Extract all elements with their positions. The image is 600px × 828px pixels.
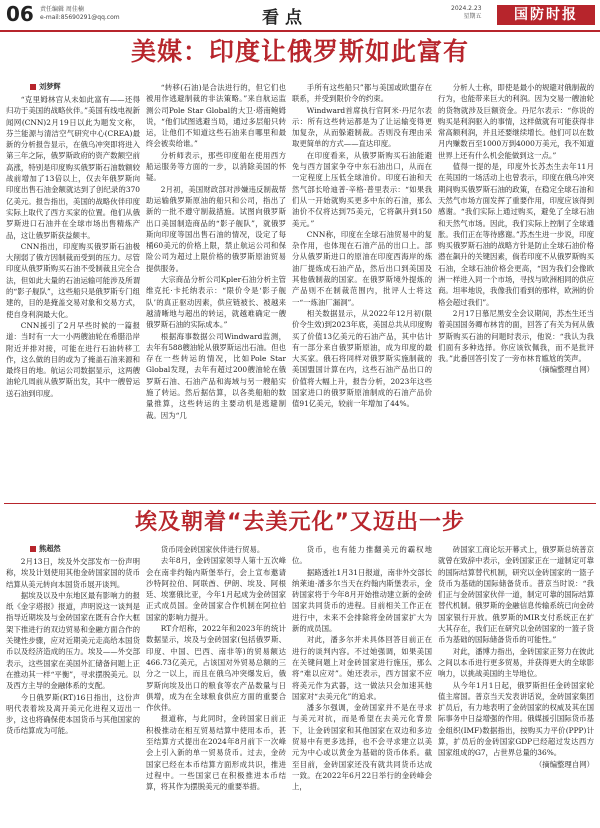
article2-author: 熊超然 (39, 544, 61, 553)
article1-column-1 (6, 94, 140, 500)
newspaper-logo: 国防时报 (497, 5, 595, 25)
section-title: 看点 (262, 8, 308, 28)
paragraph: 手所有这些船只”都与美国或欧盟存在联系，并受到限价令的约束。 (292, 83, 432, 104)
issue-date (451, 5, 482, 21)
article1-column-2 (146, 82, 286, 500)
paragraph: 大宗商品分析公司Kpler石油分析主管维克托·卡托纳表示：“限价令是‘影子舰队’的真正驱动因素，供应链被长、被越来越清晰地与超出的转运，就越难确定一艘俄罗斯石油的实际成本。” (146, 275, 286, 330)
editor-info (40, 6, 120, 22)
page-number: 06 (6, 2, 34, 26)
editor-email: e-mail:85690291@qq.com (40, 14, 120, 21)
article2-byline (30, 544, 61, 554)
paragraph: 对此，潘博力指出，金砖国家正努力在彼此之间以本币进行更多贸易，并获得更大的全球影响力，以挑战美国的主导地位。 (438, 646, 594, 679)
date-text: 2024.2.23 (451, 5, 482, 12)
article2-headline: 埃及朝着“去美元化”又迈出一步 (135, 510, 465, 535)
paragraph: CNN称，印度在全球石油贸易中的复杂作用，也体现在石油产品的出口上。部分从俄罗斯进口的原油在印度西海岸的炼油厂提炼成石油产品，然后出口到美国及其他俄制裁的国家。在俄罗斯境外提炼的产品则不在制裁范围内，批评人士将这一“一炼油厂漏洞”。 (292, 229, 432, 307)
article1-column-3 (292, 82, 432, 500)
paragraph: 据埃及以及中东地区最有影响力的报纸《金字塔报》报道，声明说这一谈判是指导近期埃及与金砖国家在既有合作大框架下推进行的双边贸易和金融方面合作的关键性步骤，应对近期美元走高给本国货币以及经济造成的压力。埃及——外交部表示，这些国家在美国外汇储备问题上正在推动其一样“平衡”，寻求摆脱美元。以及西方主导的金融体系的支配。 (6, 590, 140, 691)
paragraph: RT介绍称，2022年和2023年的统计数据显示，埃及与金砖国家(包括俄罗斯、印度、中国、巴西、南非等)的贸易额达466.73亿美元，占该国对外贸易总额的三分之一以上，而且在俄乌冲突爆发后，俄罗斯向埃及出口的粮食等农产品数量与日俱增，成为在全球粮食供应方面的重要合作伙伴。 (146, 624, 286, 713)
paragraph: 据路透社1月31日报道，南非外交部长纳莱迪·潘多尔当天在约翰内斯堡表示，金砖国家将于今年8月开始推动建立新的金砖国家共同货币的进程。目前相关工作正在进行中，未来不会排除将金砖国家扩大为新的成员国。 (292, 567, 432, 634)
paragraph: 从今年1月1日起，俄罗斯担任金砖国家轮值主席国。普京当天发表讲话说，金砖国家集团扩员后，有力地表明了金砖国家的权威及其在国际事务中日益增强的作用。俄媒援引国际货币基金组织(IMF)数据指出，按购买力平价(PPP)计算，扩员后的金砖国家GDP已经超过发达西方国家组成的G7，占世界总量的36%。 (438, 680, 594, 758)
paragraph: 报道称，与此同时，金砖国家日前正积极推动在相互贸易结算中使用本币，甚至结算方式提出在2024年8月前下一次峰会上引入新的单一贸易货币。过去，金砖国家已经在本币结算方面形成共识，推进过程中。一些国家已在积极推进本币结算，将其作为摆脱美元的重要举措。 (146, 714, 286, 792)
paragraph: 根据海事数据公司Windward监测，去年有588艘油轮从俄罗斯运出石油。但也存在一些转运的情况，比如Pole Star Global发现，去年有超过200艘油轮在俄罗斯石油、石油产品和海域与另一艘船实施了转运。然后据估算，以各类船舶的数量推算，这些转运的主要动机是逃避制裁。因为“几 (146, 331, 286, 420)
paragraph: 货币，也有能力推翻美元的霸权地位。 (292, 545, 432, 566)
article1-column-4 (438, 82, 594, 500)
byline-marker-icon (30, 84, 36, 90)
article1-source-note: （摘编整理自网） (534, 365, 594, 375)
paragraph: 2月17日慕尼黑安全会议期间，苏杰生还当着美国国务卿布林肯的面，回答了有关为何从俄罗斯购买石油的问题时表示，他说：“我认为我们面有多种选择。你应该钦佩我，而不是批评我。”此番回答引发了一旁布林肯尴尬的笑声。 (438, 308, 594, 364)
article1-author: 刘梦辉 (39, 82, 61, 91)
weekday-text: 星期五 (463, 13, 482, 20)
paragraph: 值得一提的是，印度外长苏杰生去年11月在英国的一场活动上也曾表示，印度在俄乌冲突期间购买俄罗斯石油的政策，在稳定全球石油和天然气市场方面发挥了重要作用，印度应该得到感谢。“我们实际上通过购买，避免了全球石油和天然气市场。因此，我们实际上控制了全球通胀。我们正在等待感谢。”苏杰生进一步说，印度购买俄罗斯石油的战略方针是防止全球石油价格潜在飙升的关键因素，倘若印度不从俄罗斯购买石油，全球石油价格会更高，“因为我们会像欧洲一样进入同一个市场，寻找与欧洲相同的供应商。坦率地说，我像我们看到的那样，欧洲的价格会超过我们”。 (438, 162, 594, 307)
article1-headline: 美媒：印度让俄罗斯如此富有 (130, 37, 469, 66)
masthead (0, 0, 600, 32)
paragraph: 分析师表示，那些印度船在使用西方船运服务等方面的一步，以消除美国的怀疑。 (146, 150, 286, 183)
paragraph: 相关数据显示，从2022年12月初(限价令生效)到2023年底，美国总共从印度购买了价值13亿美元的石油产品，其中估计有一部分来自俄罗斯原油，成为印度的最大买家。俄石将同样对俄罗斯实施制裁的美国盟国计算在内，这些石油产品出口的价值将大幅上升，报告分析，2023年这些国家进口的俄罗斯原油制成的石油产品价值91亿美元，较前一年增加了44%。 (292, 308, 432, 409)
article2-column-1 (6, 556, 140, 824)
article2-source-note: （摘编整理自网） (534, 759, 594, 769)
paragraph: 货币同金砖国家伙伴进行贸易。 (160, 545, 265, 554)
paragraph: Windward首席执行官阿米·丹尼尔表示：所有这些转运都是为了让运输变得更加复杂，从而躲避制裁。否则没有理由采取更简单的方式——直达印度。 (292, 105, 432, 149)
article2-column-4 (438, 544, 594, 824)
paragraph: 对此，潘多尔并未具体回答目前正在进行的谈判内容。不过她强调，如果美国在关键问题上对金砖国家进行施压，那么将“难以应对”。她还表示，西方国家不应将美元作为武器，这一做法只会加速其他国家对“去美元化”的追求。 (292, 635, 432, 701)
paragraph: CNN指出，印度购买俄罗斯石油极大削弱了俄方因制裁而受到的压力。尽管印度从俄罗斯购买石油不受制裁且完全合法，但如此大量的石油运输可能涉及所谓的“影子舰队”，这些船只是俄罗斯专门组建的，目的是掩盖交易对象和交易方式，使自身利润最大化。 (6, 241, 140, 319)
paragraph: 砖国家工商论坛开幕式上，俄罗斯总统普京就曾在致辞中表示，金砖国家正在一道制定可靠的国际结算替代机制，研究以金砖国家的一篮子货币为基础的国际储备货币。普京当时说：“我们正与金砖国家伙伴一道，制定可靠的国际结算替代机制。俄罗斯的金融信息传输系统已向金砖国家银行开放。俄罗斯的MIR支付系统正在扩大其存在，我们正在研究以金砖国家的一篮子货币为基础的国际储备货币的可能性。” (438, 545, 594, 645)
paragraph: 分析人士称，即使是最小的规避对俄制裁的行为，也能带来巨大的利润。因为交易一艘油轮的货物就涉及巨额资金。丹尼尔表示：“你说的购买是利润驱入的事情，这样做就有可能获得非常高额利润，并且还要继续增长。他们可以在数月内赚数百至1000万到4000万美元，我不知道世界上还有什么机会能做到这一点。” (438, 83, 594, 160)
paragraph: 去年8月，金砖国家领导人第十五次峰会在南非约翰内斯堡举行，会上宣布邀请沙特阿拉伯、阿联酋、伊朗、埃及、阿根廷、埃塞俄比亚，今年1月起成为金砖国家正式成员国。金砖国家合作机制在阿拉伯国家的影响力提升。 (146, 556, 286, 622)
paragraph: 在印度看来，从俄罗斯购买石油能避免与西方国家争夺中东石油出口，从而在一定程度上压低全球油价。印度石油和天然气部长哈迪普·辛格·普里表示：“如果我们从一开始就购买更多中东的石油，那么油价不仅将达到75美元，它将飙升到150美元。” (292, 150, 432, 228)
paragraph: 今日俄罗斯(RT)16日指出，这份声明代表着埃及离开美元化进程又迈出一步，这也将确保使本国货币与其他国家的货币结算成为可能。 (6, 692, 140, 736)
paragraph: “克里姆林宫从未如此富有——还得归功于美国的战略伙伴。”美国有线电视新闻网(CNN)2月19日以此为题发文称，芬兰能源与清洁空气研究中心(CREA)最新的分析报告显示，在俄乌冲突即将进入第三年之际，俄罗斯政府的资产数额空前高涨，特别是印度购买俄罗斯石油数额较战前增加了13倍以上，仅去年俄罗斯向印度出售石油金额就达到了创纪录的370亿美元。报告指出，美国的战略伙伴印度实际上取代了西方买家的位置。他们从俄罗斯进口石油并在全球市场出售精炼产品，这让俄罗斯获益颇丰。 (6, 95, 140, 240)
byline-marker-icon (30, 546, 36, 552)
article-divider (4, 503, 596, 504)
article1-byline (30, 82, 61, 92)
article2-column-3 (292, 544, 432, 824)
paragraph: 潘多尔强调，金砖国家并不是在寻求与美元对抗，而是希望在去美元化背景下，让金砖国家和其他国家在双边和多边贸易中有更多选择，也不会寻求建立以美元为中心或以黄金为基础的货币体系。截至目前，金砖国家还没有就共同货币达成一致。在2022年6月22日举行的金砖峰会上， (292, 703, 432, 792)
editor-name: 责任编辑 周佳楠 (40, 6, 84, 13)
paragraph: 2月13日，埃及外交部发布一份声明称，埃及计划使用其他金砖国家国的货币结算从美元转向本国货币展开谈判。 (6, 557, 140, 589)
paragraph: 2月初，美国财政部对涉嫌违反制裁帮助运输俄罗斯原油的船只和公司，指出了新的一批不遵守制裁措施。试图向俄罗斯出口美国制造商品的“影子舰队”，就俄罗斯向印度等国出售石油的情况，设定了每桶60美元的价格上限，禁止航运公司和保险公司为超过上限价格的俄罗斯原油贸易提供服务。 (146, 184, 286, 273)
article2-column-2 (146, 544, 286, 824)
paragraph: “转移(石油)是合法进行的，但它们也被用作逃避制裁的非法策略。”来自航运监测公司Pole Star Global的大卫·塔南鲍姆说，“他们试图逃避当局，通过多层船只转运，让他们不知道这些石油来自哪里和最终会被卖给谁。” (146, 83, 286, 149)
paragraph: CNN援引了2月早些时候的一篇报道：当时有一大一小两艘油轮在希腊沿岸附近并排对接，可能在进行石油转移工作，这么做的目的或为了掩盖石油来源和最终目的地。航运公司数据显示，这两艘油轮几周前从俄罗斯出发，其中一艘曾运送石油到印度。 (6, 320, 140, 398)
